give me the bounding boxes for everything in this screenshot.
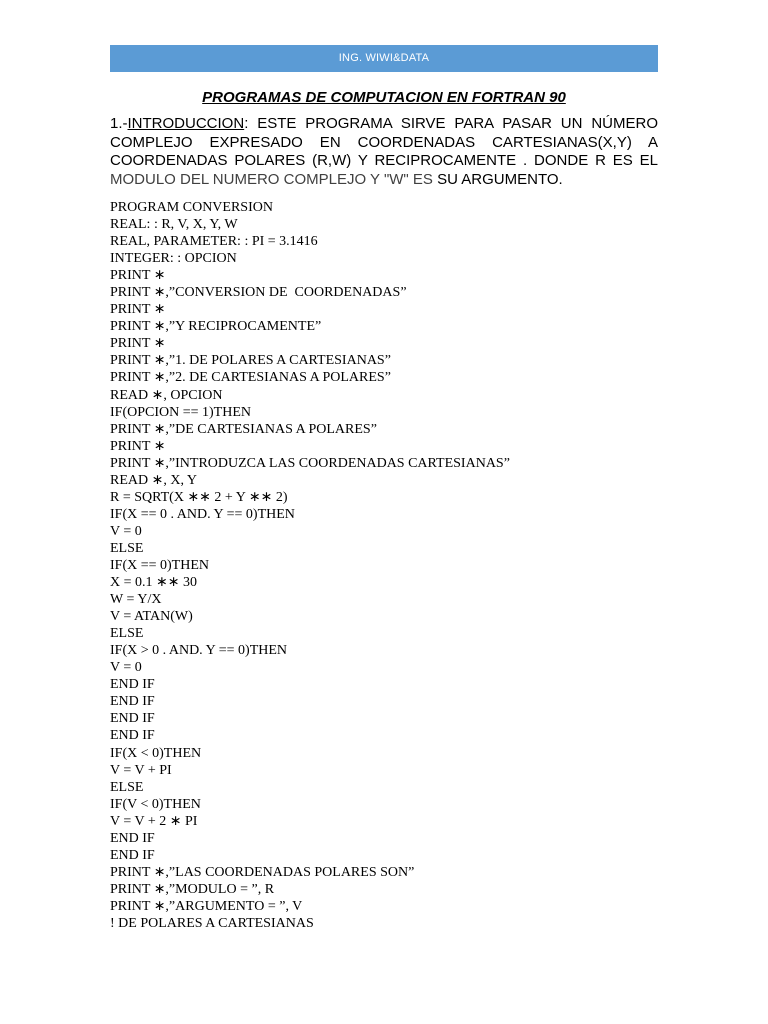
- code-line: IF(X > 0 . AND. Y == 0)THEN: [110, 643, 288, 659]
- code-line: V = 0: [110, 523, 142, 539]
- intro-number: 1.-: [110, 115, 128, 132]
- intro-text-c: SU ARGUMENTO.: [432, 170, 563, 188]
- code-line: PRINT ∗,”LAS COORDENADAS POLARES SON”: [110, 864, 415, 880]
- intro-text-a: : ESTE PROGRAMA SIRVE PARA PASAR UN NÚMERO COMPLEJO EXPRESADO EN COORDENADAS CARTESIANAS(X,Y) A COORDENADAS POLARES (R,W) Y RECIPROCAMENTE . DONDE R ES EL: [110, 115, 658, 169]
- intro-paragraph: [110, 115, 658, 189]
- header-banner: [110, 45, 658, 72]
- code-line: PRINT ∗,”CONVERSION DE COORDENADAS”: [110, 285, 407, 301]
- code-line: END IF: [110, 830, 155, 846]
- code-line: V = ATAN(W): [110, 609, 193, 625]
- intro-text-b: MODULO DEL NUMERO COMPLEJO Y "W" ES: [110, 170, 433, 188]
- code-line: X = 0.1 ∗∗ 30: [110, 575, 197, 591]
- code-line: PROGRAM CONVERSION: [110, 200, 273, 215]
- code-line: END IF: [110, 847, 155, 863]
- code-listing: [110, 199, 658, 932]
- code-line: END IF: [110, 677, 155, 693]
- code-line: PRINT ∗,”2. DE CARTESIANAS A POLARES”: [110, 370, 391, 386]
- code-line: PRINT ∗,”ARGUMENTO = ”, V: [110, 898, 303, 914]
- code-line: V = V + 2 ∗ PI: [110, 813, 198, 829]
- code-line: REAL: : R, V, X, Y, W: [110, 217, 238, 233]
- code-line: PRINT ∗: [110, 268, 166, 284]
- code-line: PRINT ∗: [110, 302, 166, 318]
- code-line: ELSE: [110, 540, 144, 556]
- code-line: PRINT ∗,”MODULO = ”, R: [110, 881, 275, 897]
- code-line: READ ∗, X, Y: [110, 472, 198, 488]
- code-line: PRINT ∗,”Y RECIPROCAMENTE”: [110, 319, 322, 335]
- code-line: END IF: [110, 694, 155, 710]
- code-line: REAL, PARAMETER: : PI = 3.1416: [110, 234, 318, 250]
- code-line: PRINT ∗: [110, 336, 166, 352]
- code-line: ELSE: [110, 779, 144, 795]
- code-line: PRINT ∗,”1. DE POLARES A CARTESIANAS”: [110, 353, 391, 369]
- code-line: IF(X == 0)THEN: [110, 557, 209, 573]
- code-line: R = SQRT(X ∗∗ 2 + Y ∗∗ 2): [110, 489, 288, 505]
- code-line: V = 0: [110, 660, 142, 676]
- code-line: ! DE POLARES A CARTESIANAS: [110, 915, 314, 931]
- code-line: IF(OPCION == 1)THEN: [110, 404, 252, 420]
- code-line: PRINT ∗,”DE CARTESIANAS A POLARES”: [110, 421, 377, 437]
- code-line: END IF: [110, 728, 155, 744]
- code-line: READ ∗, OPCION: [110, 387, 223, 403]
- code-line: PRINT ∗: [110, 438, 166, 454]
- code-line: IF(X < 0)THEN: [110, 745, 202, 761]
- code-line: PRINT ∗,”INTRODUZCA LAS COORDENADAS CARTESIANAS”: [110, 455, 510, 471]
- code-line: IF(V < 0)THEN: [110, 796, 201, 812]
- intro-heading: INTRODUCCION: [127, 115, 245, 132]
- code-line: END IF: [110, 711, 155, 727]
- code-line: ELSE: [110, 626, 144, 642]
- header-label: ING. WIWI&DATA: [338, 52, 430, 64]
- document-title: PROGRAMAS DE COMPUTACION EN FORTRAN 90: [202, 89, 566, 106]
- code-line: W = Y/X: [110, 592, 162, 608]
- code-line: IF(X == 0 . AND. Y == 0)THEN: [110, 506, 295, 522]
- code-line: V = V + PI: [110, 762, 172, 778]
- code-line: INTEGER: : OPCION: [110, 251, 237, 267]
